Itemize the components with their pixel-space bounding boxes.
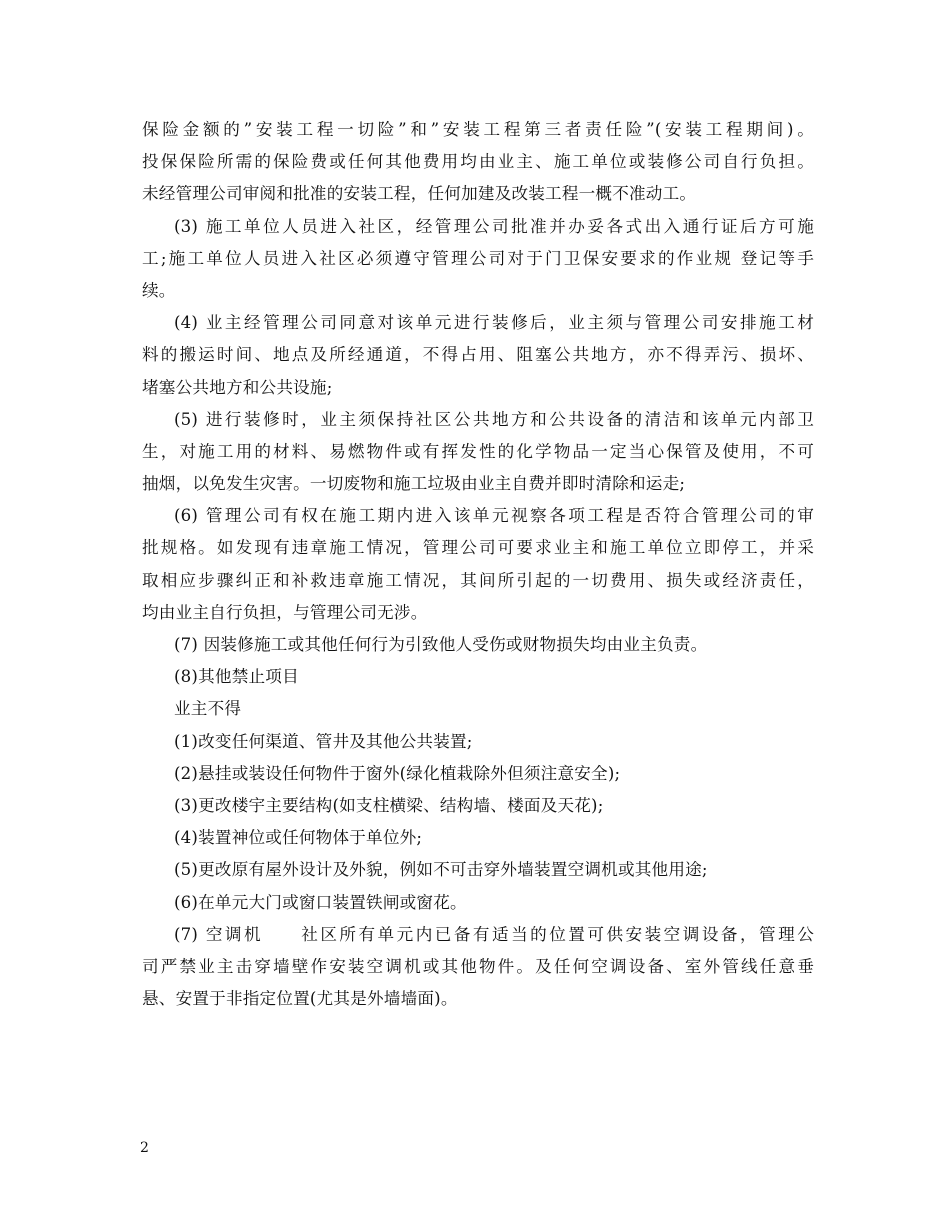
text-line: (2)悬挂或装设任何物件于窗外(绿化植栽除外但须注意安全); [174, 763, 621, 783]
text-line: (6) 管理公司有权在施工期内进入该单元视察各项工程是否符合管理公司的审 [174, 506, 814, 526]
text-line: 业主不得 [174, 699, 242, 719]
text-line: (1)改变任何渠道、管井及其他公共装置; [174, 731, 473, 751]
text-line: 取相应步骤纠正和补救违章施工情况，其间所引起的一切费用、损失或经济责任， [142, 570, 814, 590]
text-line: 抽烟，以免发生灾害。一切废物和施工垃圾由业主自费并即时清除和运走; [142, 474, 686, 494]
text-line: 续。 [142, 280, 176, 300]
text-line: 工;施工单位人员进入社区必须遵守管理公司对于门卫保安要求的作业规 登记等手 [142, 248, 814, 268]
text-line: 投保保险所需的保险费或任何其他费用均由业主、施工单位或装修公司自行负担。 [142, 152, 814, 172]
document-body [142, 114, 814, 1015]
text-line: (4) 业主经管理公司同意对该单元进行装修后，业主须与管理公司安排施工材 [174, 313, 814, 333]
text-line: (5)更改原有屋外设计及外貌，例如不可击穿外墙装置空调机或其他用途; [174, 860, 708, 880]
text-line: (6)在单元大门或窗口装置铁闸或窗花。 [174, 892, 467, 912]
text-line: 悬、安置于非指定位置(尤其是外墙墙面)。 [142, 989, 458, 1009]
text-line: 批规格。如发现有违章施工情况，管理公司可要求业主和施工单位立即停工，并采 [142, 538, 814, 558]
text-line: 未经管理公司审阅和批准的安装工程，任何加建及改装工程一概不准动工。 [142, 184, 697, 204]
text-line: 生，对施工用的材料、易燃物件或有挥发性的化学物品一定当心保管及使用，不可 [142, 441, 814, 461]
text-line: (3) 施工单位人员进入社区，经管理公司批准并办妥各式出入通行证后方可施 [174, 216, 814, 236]
text-line: (3)更改楼宇主要结构(如支柱横梁、结构墙、楼面及天花); [174, 795, 604, 815]
text-line: (7) 因装修施工或其他任何行为引致他人受伤或财物损失均由业主负责。 [174, 635, 708, 654]
text-line: (8)其他禁止项目 [174, 667, 299, 687]
page-number: 2 [140, 1140, 149, 1156]
text-line: (4)装置神位或任何物体于单位外; [174, 828, 423, 848]
text-line: 堵塞公共地方和公共设施; [142, 377, 333, 397]
text-line: 保险金额的”安装工程一切险”和”安装工程第三者责任险”(安装工程期间)。 [142, 120, 814, 139]
text-line: 料的搬运时间、地点及所经通道，不得占用、阻塞公共地方，亦不得弄污、损坏、 [142, 345, 814, 365]
text-line: (7) 空调机 社区所有单元内已备有适当的位置可供安装空调设备，管理公 [174, 924, 814, 944]
text-line: (5) 进行装修时，业主须保持社区公共地方和公共设备的清洁和该单元内部卫 [174, 409, 814, 429]
text-line: 均由业主自行负担，与管理公司无涉。 [142, 602, 428, 622]
text-line: 司严禁业主击穿墙壁作安装空调机或其他物件。及任何空调设备、室外管线任意垂 [142, 956, 814, 976]
